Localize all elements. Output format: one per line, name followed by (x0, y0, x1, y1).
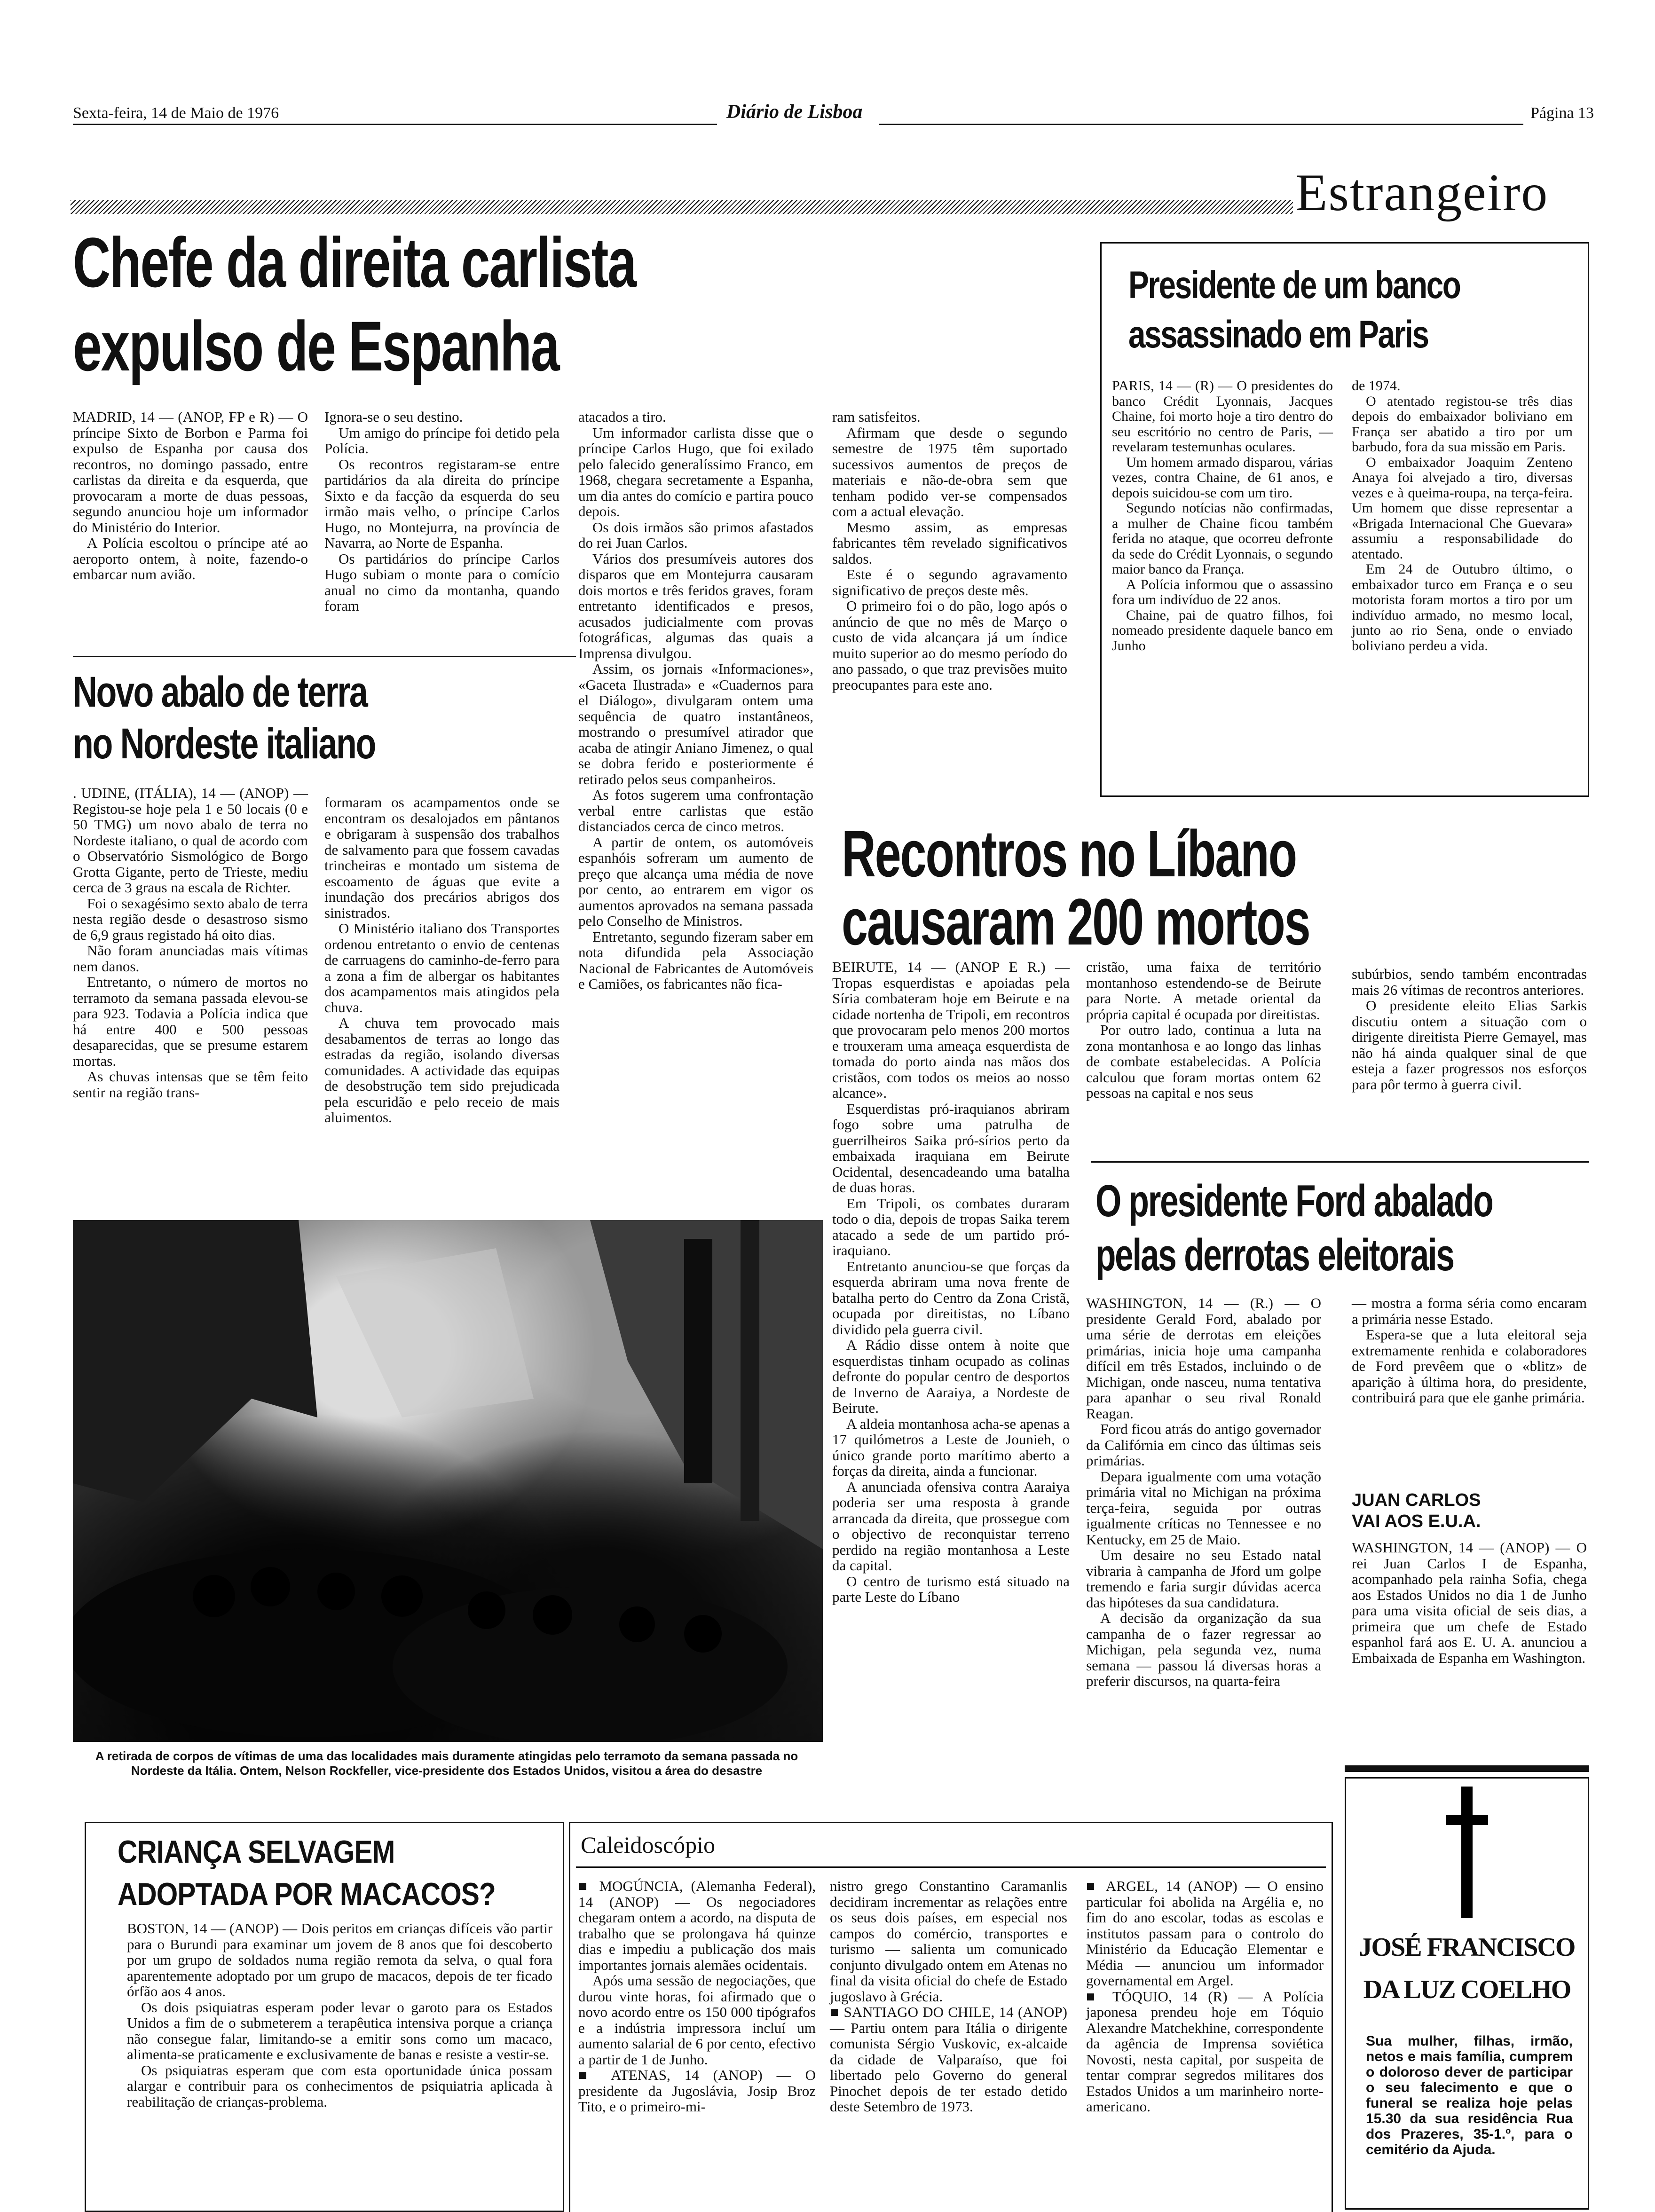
juan-carlos-para: WASHINGTON, 14 — (ANOP) — O rei Juan Carlos I de Espanha, acompanhado pela rainha Sofia, chega aos Estados Unidos no dia 1 de Junho para uma visita oficial de seis dias, a primeira que um chefe de Estado espanhol fará aos E. U. A. anunciou a Embaixada de Espanha em Washington. (1352, 1539, 1587, 1666)
carlista-para: Os dois irmãos são primos afastados do rei Juan Carlos. (578, 519, 813, 551)
banco-para: O embaixador Joaquim Zenteno Anaya foi alvejado a tiro, diversas vezes e à queima-roupa, na terça-feira. Um homem que disse representar a «Brigada Internacional Che Guevara» assumiu a responsabilidade do atentado. (1352, 454, 1573, 562)
caleidoscopio-title-rule (576, 1866, 1326, 1868)
carlista-para: Os recontros registaram-se entre partidários da ala direita do príncipe Sixto e da facção da esquerda do seu irmão mais velho, o príncipe Carlos Hugo, no Montejurra, na província de Navarra, ao Norte de Espanha. (324, 456, 560, 551)
terra-headline-1: Novo abalo de terra (73, 668, 367, 716)
juan-carlos-col (1352, 1540, 1587, 1666)
terra-para: A chuva tem provocado mais desabamentos de terras ao longo das estradas da região, isolando diversas comunidades. A actividade das equipas de desobstrução tem sido prejudicada pela escuridão e pelo receio de mais aluimentos. (324, 1015, 560, 1126)
banco-para: Segundo notícias não confirmadas, a mulher de Chaine ficou também ferida no ataque, que ocorreu defronte da sede do Crédit Lyonnais, o segundo maior banco da França. (1112, 500, 1333, 577)
ford-col-1 (1086, 1295, 1321, 1689)
terra-top-rule (73, 656, 576, 657)
carlista-para: O primeiro foi o do pão, logo após o anúncio de que no mês de Março o custo de vida alcançara já um índice muito superior ao do mesmo período do ano passado, o que traz previsões muito preocupantes para este ano. (832, 598, 1067, 693)
ford-para: WASHINGTON, 14 — (R.) — O presidente Gerald Ford, abalado por uma série de derrotas em eleições primárias, inicia hoje uma campanha difícil em três Estados, incluindo o de Michigan, onde nasceu, numa tentativa para apanhar o seu rival Ronald Reagan. (1086, 1295, 1321, 1422)
juan-carlos-subhead-1: JUAN CARLOS (1352, 1490, 1481, 1510)
crianca-text (127, 1921, 552, 2110)
ford-para: Depara igualmente com uma votação primária vital no Michigan na próxima terça-feira, seguida por outras igualmente críticas no Tennessee e no Kentucky, em 25 de Maio. (1086, 1468, 1321, 1548)
caleidoscopio-item: nistro grego Constantino Caramanlis decidiram incrementar as relações entre os seus dois países, em especial nos campos do comércio, transportes e turismo — salienta um comunicado conjunto divulgado ontem em Atenas no final da visita oficial do chefe de Estado jugoslavo à Grécia. (830, 1878, 1067, 2005)
header-rule-left (73, 124, 717, 125)
photo-scene (73, 1220, 823, 1742)
banco-col-2 (1352, 378, 1573, 653)
banco-para: Um homem armado disparou, várias vezes, contra Chaine, de 61 anos, e depois suicidou-se com um tiro. (1112, 454, 1333, 501)
libano-para: O presidente eleito Elias Sarkis discutiu ontem a situação com o dirigente direitista Pierre Gemayel, mas não há ainda qualquer sinal de que esteja a fazer progressos nos esforços para pôr termo à guerra civil. (1352, 997, 1587, 1093)
obituario-name-1: JOSÉ FRANCISCO (1359, 1933, 1575, 1962)
carlista-para: Um informador carlista disse que o príncipe Carlos Hugo, que foi exilado pelo falecido generalíssimo Franco, em 1968, chegara secretamente a Espanha, um dia antes do comício e partira pouco depois. (578, 424, 813, 520)
terra-para: As chuvas intensas que se têm feito sentir na região trans- (73, 1068, 308, 1101)
crianca-para: BOSTON, 14 — (ANOP) — Dois peritos em crianças difíceis vão partir para o Burundi para examinar um jovem de 8 anos que foi descoberto por um grupo de soldados numa região remota da selva, o qual fora aparentemente adoptado por um grupo de macacos, depois de ter ficado órfão aos 4 anos. (127, 1920, 552, 1999)
carlista-col-3 (578, 409, 813, 992)
libano-para: O centro de turismo está situado na parte Leste do Líbano (832, 1573, 1070, 1605)
obituario-top-rule (1345, 1765, 1589, 1772)
libano-para: Em Tripoli, os combates duraram todo o dia, depois de tropas Saika terem atacado a sede de um partido pró-iraquiano. (832, 1195, 1070, 1259)
terra-col-2 (324, 795, 560, 1126)
libano-para: subúrbios, sendo também encontradas mais 26 vítimas de recontros anteriores. (1352, 966, 1587, 998)
banco-para: PARIS, 14 — (R) — O presidentes do banco Crédit Lyonnais, Jacques Chaine, foi morto hoje a tiro dentro do seu escritório no centro de Paris, — revelaram testemunhas oculares. (1112, 378, 1333, 455)
carlista-col-2 (324, 409, 560, 614)
libano-para: cristão, uma faixa de território montanhoso estendendo-se de Beirute para Norte. A metade oriental da própria capital é ocupada por direitistas. (1086, 959, 1321, 1023)
libano-headline-1: Recontros no Líbano (842, 817, 1296, 890)
libano-headline-2: causaram 200 mortos (842, 885, 1310, 959)
banco-col-1 (1112, 378, 1333, 653)
libano-col-3 (1352, 966, 1587, 1092)
carlista-para: Ignora-se o seu destino. (324, 409, 463, 425)
ford-col-2 (1352, 1295, 1587, 1406)
terra-headline-2: no Nordeste italiano (73, 720, 375, 768)
carlista-para: Entretanto, segundo fizeram saber em nota difundida pela Associação Nacional de Fabricantes de Automóveis e Camiões, os fabricantes não fica- (578, 928, 813, 992)
libano-para: Esquerdistas pró-iraquianos abriram fogo sobre uma patrulha de guerrilheiros Saika pró-sírios perto da embaixada iraquiana em Beirute Ocidental, desencadeando uma batalha de duas horas. (832, 1100, 1070, 1196)
crianca-para: Os psiquiatras esperam que com esta oportunidade única possam alargar e contribuir para os conhecimentos de psiquiatria aplicada à reabilitação de crianças-problema. (127, 2062, 552, 2110)
caleidoscopio-item: Após uma sessão de negociações, que durou vinte horas, foi afirmado que o novo acordo entre os 150 000 tipógrafos e a indústria impressora incluí um aumento salarial de 6 por cento, efectivo a partir de 1 de Junho. (578, 1972, 816, 2068)
carlista-para: Este é o segundo agravamento significativo de preços deste mês. (832, 566, 1067, 598)
carlista-para: A Polícia escoltou o príncipe até ao aeroporto ontem, à noite, fazendo-o embarcar num avião. (73, 535, 308, 583)
carlista-para: Mesmo assim, as empresas fabricantes têm revelado significativos saldos. (832, 519, 1067, 567)
ford-headline-2: pelas derrotas eleitorais (1095, 1230, 1454, 1280)
ford-para: — mostra a forma séria como encaram a primária nesse Estado. (1352, 1295, 1587, 1327)
terra-para: Entretanto, o número de mortos no terramoto da semana passada elevou-se para 923. Todavia a Polícia indica que há entre 400 e 500 pessoas desaparecidas, que se presume estarem mortas. (73, 974, 308, 1069)
libano-col-1 (832, 959, 1070, 1605)
carlista-headline-1: Chefe da direita carlista (73, 223, 636, 302)
banco-para: de 1974. (1352, 378, 1401, 394)
crianca-para: Os dois psiquiatras esperam poder levar o garoto para os Estados Unidos a fim de o submeterem a terapêutica intensiva porque a criança não consegue falar, limitando-se a emitir sons como um macaco, alimenta-se praticamente e exclusivamente de banas e resiste a vestir-se. (127, 1999, 552, 2062)
section-hatch-bar (71, 200, 1293, 214)
earthquake-photo (73, 1220, 823, 1742)
carlista-para: ram satisfeitos. (832, 409, 921, 425)
caleidoscopio-item: ■ SANTIAGO DO CHILE, 14 (ANOP) — Partiu ontem para Itália o dirigente comunista Sérgio Vuskovic, ex-alcaide da cidade de Valparaíso, que foi libertado pelo Governo do general Pinochet depois de ter estado detido deste Setembro de 1973. (830, 2004, 1067, 2115)
ford-para: Ford ficou atrás do antigo governador da Califórnia em cinco das últimas seis primárias. (1086, 1421, 1321, 1469)
terra-para: O Ministério italiano dos Transportes ordenou entretanto o envio de centenas de carruagens do caminho-de-ferro para a zona a fim de albergar os habitantes dos acampamentos mais atingidos pela chuva. (324, 920, 560, 1015)
caleidoscopio-item: ■ ATENAS, 14 (ANOP) — O presidente da Jugoslávia, Josip Broz Tito, e o primeiro-mi- (578, 2067, 816, 2115)
banco-para: A Polícia informou que o assassino fora um indivíduo de 22 anos. (1112, 576, 1333, 607)
caleidoscopio-title: Caleidoscópio (581, 1832, 716, 1858)
carlista-col-4 (832, 409, 1067, 693)
banco-headline-1: Presidente de um banco (1128, 264, 1460, 307)
carlista-para: atacados a tiro. (578, 409, 666, 425)
caleidoscopio-item: ■ TÓQUIO, 14 (R) — A Polícia japonesa prendeu hoje em Tóquio Alexandre Matchekhine, correspondente da agência de Imprensa soviética Novosti, nesta capital, por suspeita de tentar comprar segredos militares dos Estados Unidos a um marinheiro norte-americano. (1086, 1988, 1324, 2115)
banco-headline-2: assassinado em Paris (1128, 313, 1428, 356)
ford-top-rule (1091, 1161, 1589, 1163)
carlista-headline-2: expulso de Espanha (73, 307, 559, 386)
terra-col-1 (73, 785, 308, 1100)
masthead: Diário de Lisboa (726, 101, 863, 123)
photo-caption: A retirada de corpos de vítimas de uma das localidades mais duramente atingidas pelo terramoto da semana passada no Nordeste da Itália. Ontem, Nelson Rockfeller, vice-presidente dos Estados Unidos, visitou a área do desastre (95, 1749, 798, 1778)
libano-para: Entretanto anunciou-se que forças da esquerda abriram uma nova frente de batalha perto do Centro da Zona Cristã, ocupada por direitistas, no Líbano dividido pela guerra civil. (832, 1258, 1070, 1338)
ford-para: A decisão da organização da sua campanha de o fazer regressar ao Michigan, pela segunda vez, numa semana — passou lá diversas horas a preferir discursos, na quarta-feira (1086, 1610, 1321, 1689)
libano-col-2 (1086, 959, 1321, 1101)
caleidoscopio-col-2 (830, 1878, 1067, 2115)
carlista-para: MADRID, 14 — (ANOP, FP e R) — O príncipe Sixto de Borbon e Parma foi expulso de Espanha por causa dos recontros, no domingo passado, entre carlistas da direita e da esquerda, que provocaram a morte de duas pessoas, segundo anunciou hoje um informador do Ministério do Interior. (73, 409, 308, 535)
section-title: Estrangeiro (1295, 164, 1549, 222)
page-number: Página 13 (1530, 104, 1594, 122)
carlista-para: Vários dos presumíveis autores dos disparos que em Montejurra causaram dois mortos e três feridos graves, foram entretanto identificados e presos, acusados judicialmente com provas fotográficas, algumas das quais a Imprensa divulgou. (578, 550, 813, 661)
header-date: Sexta-feira, 14 de Maio de 1976 (73, 104, 279, 122)
libano-para: A anunciada ofensiva contra Aaraiya poderia ser uma resposta à grande arrancada da direita, que prossegue com o objectivo de reconquistar terreno perdido na região montanhosa a Leste da capital. (832, 1478, 1070, 1574)
terra-para: formaram os acampamentos onde se encontram os desalojados em pântanos e obrigaram à suspensão dos trabalhos de salvamento para que fossem cavadas trincheiras e montado um sistema de escoamento de águas que evite a inundação dos precários abrigos dos sinistrados. (324, 794, 560, 921)
crianca-headline-2: ADOPTADA POR MACACOS? (118, 1876, 496, 1912)
cross-icon (1446, 1787, 1488, 1918)
ford-headline-1: O presidente Ford abalado (1095, 1176, 1493, 1226)
carlista-para: Os partidários do príncipe Carlos Hugo subiam o monte para o comício anual no cimo da montanha, quando foram (324, 550, 560, 614)
carlista-para: Um amigo do príncipe foi detido pela Polícia. (324, 424, 560, 457)
carlista-col-1 (73, 409, 308, 583)
ford-para: Um desaire no seu Estado natal vibraria à campanha de Jford um golpe tremendo e faria surgir dúvidas acerca das hipóteses da sua candidatura. (1086, 1547, 1321, 1611)
ford-para: Espera-se que a luta eleitoral seja extremamente renhida e colaboradores de Ford prevêem que o «blitz» de aparição à última hora, do presidente, contribuirá para que ele ganhe primária. (1352, 1326, 1587, 1406)
libano-para: Por outro lado, continua a luta na zona montanhosa e ao longo das linhas de combate estabelecidas. A Polícia calculou que foram mortas ontem 62 pessoas na capital e nos seus (1086, 1022, 1321, 1101)
obituario-name-2: DA LUZ COELHO (1363, 1975, 1571, 2004)
carlista-para: As fotos sugerem uma confrontação verbal entre carlistas que estão distanciados cerca de cinco metros. (578, 787, 813, 834)
carlista-para: Assim, os jornais «Informaciones», «Gaceta Ilustrada» e «Cuadernos para el Diálogo», divulgaram ontem uma sequência de quatro instantâneos, mostrando o presumível atirador que acaba de atingir Aniano Jimenez, o qual se dobra ferido e posteriormente é retirado pelos seus companheiros. (578, 661, 813, 787)
banco-para: Chaine, pai de quatro filhos, foi nomeado presidente daquele banco em Junho (1112, 607, 1333, 653)
caleidoscopio-col-1 (578, 1878, 816, 2115)
libano-para: A Rádio disse ontem à noite que esquerdistas tinham ocupado as colinas defronte do popular centro de desportos de Inverno de Aaraiya, a Nordeste de Beirute. (832, 1337, 1070, 1416)
caleidoscopio-col-3 (1086, 1878, 1324, 2115)
obituario-text: Sua mulher, filhas, irmão, netos e mais família, cumprem o doloroso dever de participar o seu falecimento e que o funeral se realiza hoje pelas 15.30 da sua residência Rua dos Prazeres, 35-1.º, para o cemitério da Ajuda. (1366, 2033, 1573, 2157)
libano-para: A aldeia montanhosa acha-se apenas a 17 quilómetros a Leste de Jounieh, o único grande porto marítimo aberto a forças da direita, ainda a funcionar. (832, 1415, 1070, 1479)
terra-para: Não foram anunciadas mais vítimas nem danos. (73, 942, 308, 975)
carlista-para: A partir de ontem, os automóveis espanhóis sofreram um aumento de preço que alcança uma média de nove por cento, ao entrarem em vigor os aumentos aprovados na semana passada pelo Conselho de Ministros. (578, 834, 813, 929)
banco-para: O atentado registou-se três dias depois do embaixador boliviano em França ser abatido a tiro por um barbudo, fora da sua missão em Paris. (1352, 393, 1573, 455)
caleidoscopio-item: ■ ARGEL, 14 (ANOP) — O ensino particular foi abolida na Argélia e, no fim do ano escolar, todas as escolas e institutos passam para o controlo do Ministério da Educação Elementar e Média — anunciou um informador governamental em Argel. (1086, 1878, 1324, 1989)
carlista-para: Afirmam que desde o segundo semestre de 1975 têm suportado sucessivos aumentos de preços de materiais e não-de-obra sem que tenham podido ver-se compensados com a actual elevação. (832, 424, 1067, 520)
caleidoscopio-item: ■ MOGÚNCIA, (Alemanha Federal), 14 (ANOP) — Os negociadores chegaram ontem a acordo, na disputa de trabalho que se prolongava há quinze dias e impediu a publicação dos mais importantes jornais alemães ocidentais. (578, 1878, 816, 1973)
terra-para: . UDINE, (ITÁLIA), 14 — (ANOP) — Registou-se hoje pela 1 e 50 locais (0 e 50 TMG) um novo abalo de terra no Nordeste italiano, o qual de acordo com o Observatório Sismológico de Borgo Grotta Gigante, perto de Trieste, mediu cerca de 3 graus na escala de Richter. (73, 785, 308, 896)
juan-carlos-subhead-2: VAI AOS E.U.A. (1352, 1511, 1481, 1531)
terra-para: Foi o sexagésimo sexto abalo de terra nesta região desde o desastroso sismo de 6,9 graus registado há oito dias. (73, 895, 308, 943)
crianca-headline-1: CRIANÇA SELVAGEM (118, 1834, 395, 1870)
header-rule-right (879, 124, 1523, 125)
banco-para: Em 24 de Outubro último, o embaixador turco em França e o seu motorista foram mortos a tiro por um indivíduo armado, no mesmo local, junto ao rio Sena, onde o enviado boliviano perdeu a vida. (1352, 561, 1573, 653)
libano-para: BEIRUTE, 14 — (ANOP E R.) — Tropas esquerdistas e apoiadas pela Síria combateram hoje em Beirute e na cidade nortenha de Tripoli, em recontros que provocaram pelo menos 200 mortos e trouxeram uma ameaça esquerdista de tomada do porto ainda nas mãos dos cristãos, com todos os meios ao nosso alcance». (832, 959, 1070, 1101)
